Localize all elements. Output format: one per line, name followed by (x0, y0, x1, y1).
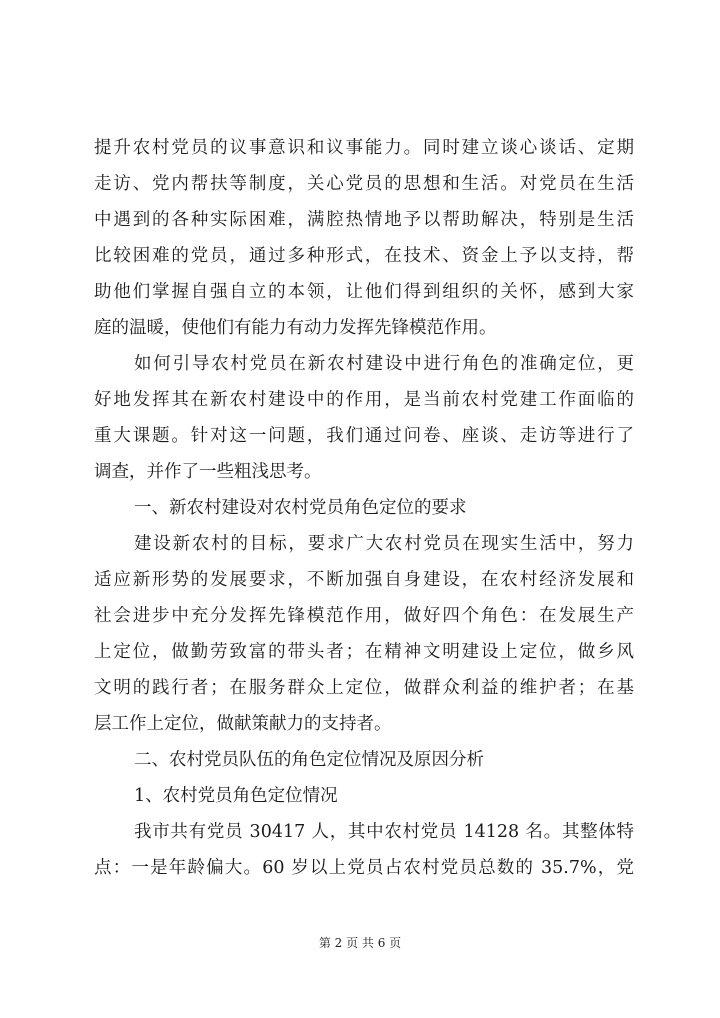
text-line: 建设新农村的目标，要求广大农村党员在现实生活中，努力 (134, 534, 634, 554)
text-line: 点：一是年龄偏大。60 岁以上党员占农村党员总数的 35.7%，党 (94, 858, 634, 878)
paragraph (94, 526, 634, 742)
paragraph (94, 346, 634, 490)
text-line: 适应新形势的发展要求，不断加强自身建设，在农村经济发展和 (94, 570, 634, 590)
page-number-footer: 第 2 页 共 6 页 (318, 936, 402, 950)
text-line: 重大课题。针对这一问题，我们通过问卷、座谈、走访等进行了 (94, 426, 634, 446)
section-heading (94, 490, 634, 526)
text-line: 调查，并作了一些粗浅思考。 (94, 462, 322, 482)
text-line: 上定位，做勤劳致富的带头者；在精神文明建设上定位，做乡风 (94, 642, 634, 662)
text-line: 好地发挥其在新农村建设中的作用，是当前农村党建工作面临的 (94, 390, 634, 410)
text-line: 文明的践行者；在服务群众上定位，做群众利益的维护者；在基 (94, 678, 634, 698)
document-body (94, 130, 634, 886)
paragraph (94, 130, 634, 346)
text-line: 庭的温暖，使他们有能力有动力发挥先锋模范作用。 (94, 318, 497, 338)
text-line: 如何引导农村党员在新农村建设中进行角色的准确定位，更 (134, 354, 634, 374)
paragraph (94, 814, 634, 886)
text-line: 提升农村党员的议事意识和议事能力。同时建立谈心谈话、定期 (94, 138, 634, 158)
text-line: 中遇到的各种实际困难，满腔热情地予以帮助解决，特别是生活 (94, 210, 634, 230)
text-line: 走访、党内帮扶等制度，关心党员的思想和生活。对党员在生活 (94, 174, 634, 194)
text-line: 比较困难的党员，通过多种形式，在技术、资金上予以支持，帮 (94, 246, 634, 266)
text-line: 层工作上定位，做献策献力的支持者。 (94, 714, 392, 734)
heading-text: 1、农村党员角色定位情况 (134, 786, 338, 806)
text-line: 助他们掌握自强自立的本领，让他们得到组织的关怀，感到大家 (94, 282, 634, 302)
subsection-heading (94, 778, 634, 814)
heading-text: 一、新农村建设对农村党员角色定位的要求 (134, 498, 467, 518)
text-line: 社会进步中充分发挥先锋模范作用，做好四个角色：在发展生产 (94, 606, 634, 626)
section-heading (94, 742, 634, 778)
heading-text: 二、农村党员队伍的角色定位情况及原因分析 (134, 750, 484, 770)
text-line: 我市共有党员 30417 人，其中农村党员 14128 名。其整体特 (134, 822, 634, 842)
